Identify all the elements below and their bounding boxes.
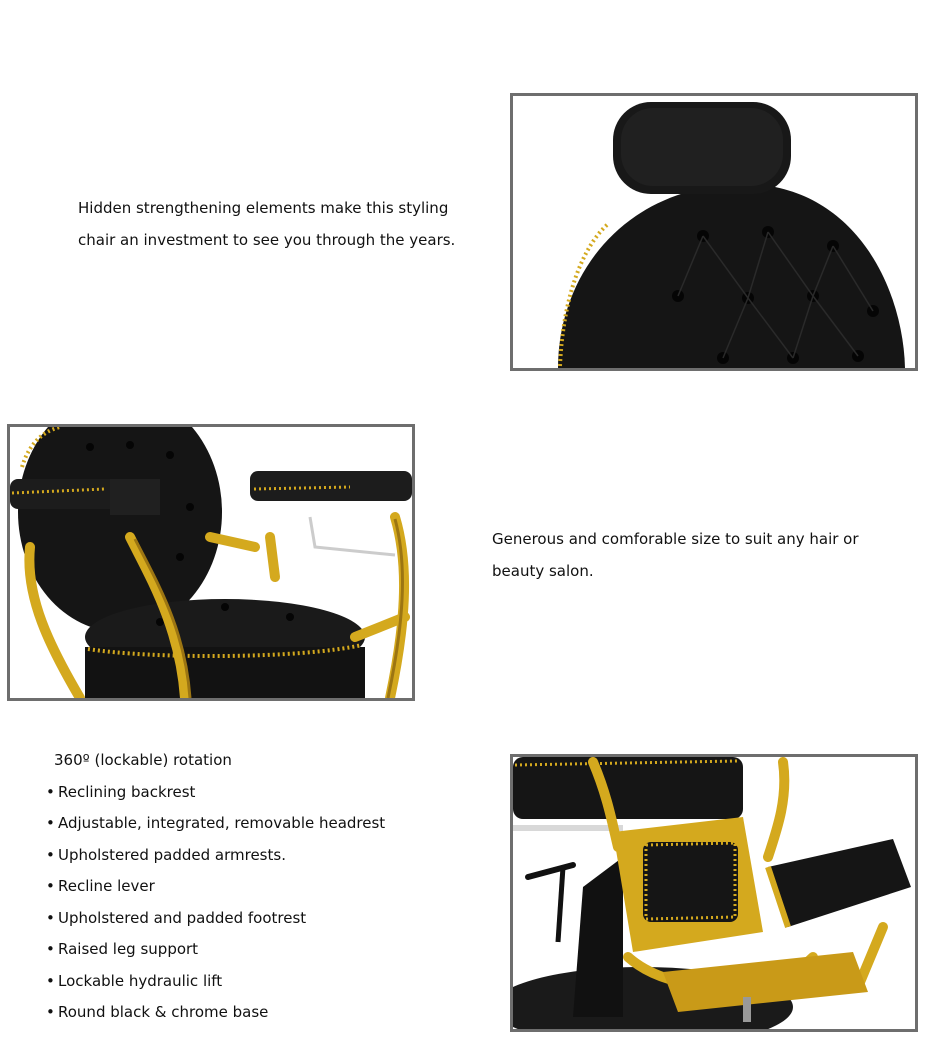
- feature-item: • Recline lever: [46, 871, 446, 903]
- feature-item: • Upholstered padded armrests.: [46, 840, 446, 872]
- chair-image: [7, 424, 415, 701]
- feature-item: 360º (lockable) rotation: [54, 751, 232, 769]
- chair-illustration: [10, 427, 412, 698]
- feature-item: • Round black & chrome base: [46, 997, 446, 1029]
- section-1-text: Hidden strengthening elements make this styling chair an investment to see you through the years.: [78, 199, 456, 249]
- headrest-image: [510, 93, 918, 371]
- section-2-text: Generous and comforable size to suit any hair or beauty salon.: [492, 530, 859, 580]
- feature-item: • Adjustable, integrated, removable headrest: [46, 808, 446, 840]
- footrest-illustration: [513, 757, 915, 1029]
- feature-item: • Raised leg support: [46, 934, 446, 966]
- feature-item: • Lockable hydraulic lift: [46, 966, 446, 998]
- footrest-image: [510, 754, 918, 1032]
- feature-list: [46, 745, 446, 1029]
- feature-item: • Reclining backrest: [46, 777, 446, 809]
- feature-item: • Upholstered and padded footrest: [46, 903, 446, 935]
- headrest-illustration: [513, 96, 915, 368]
